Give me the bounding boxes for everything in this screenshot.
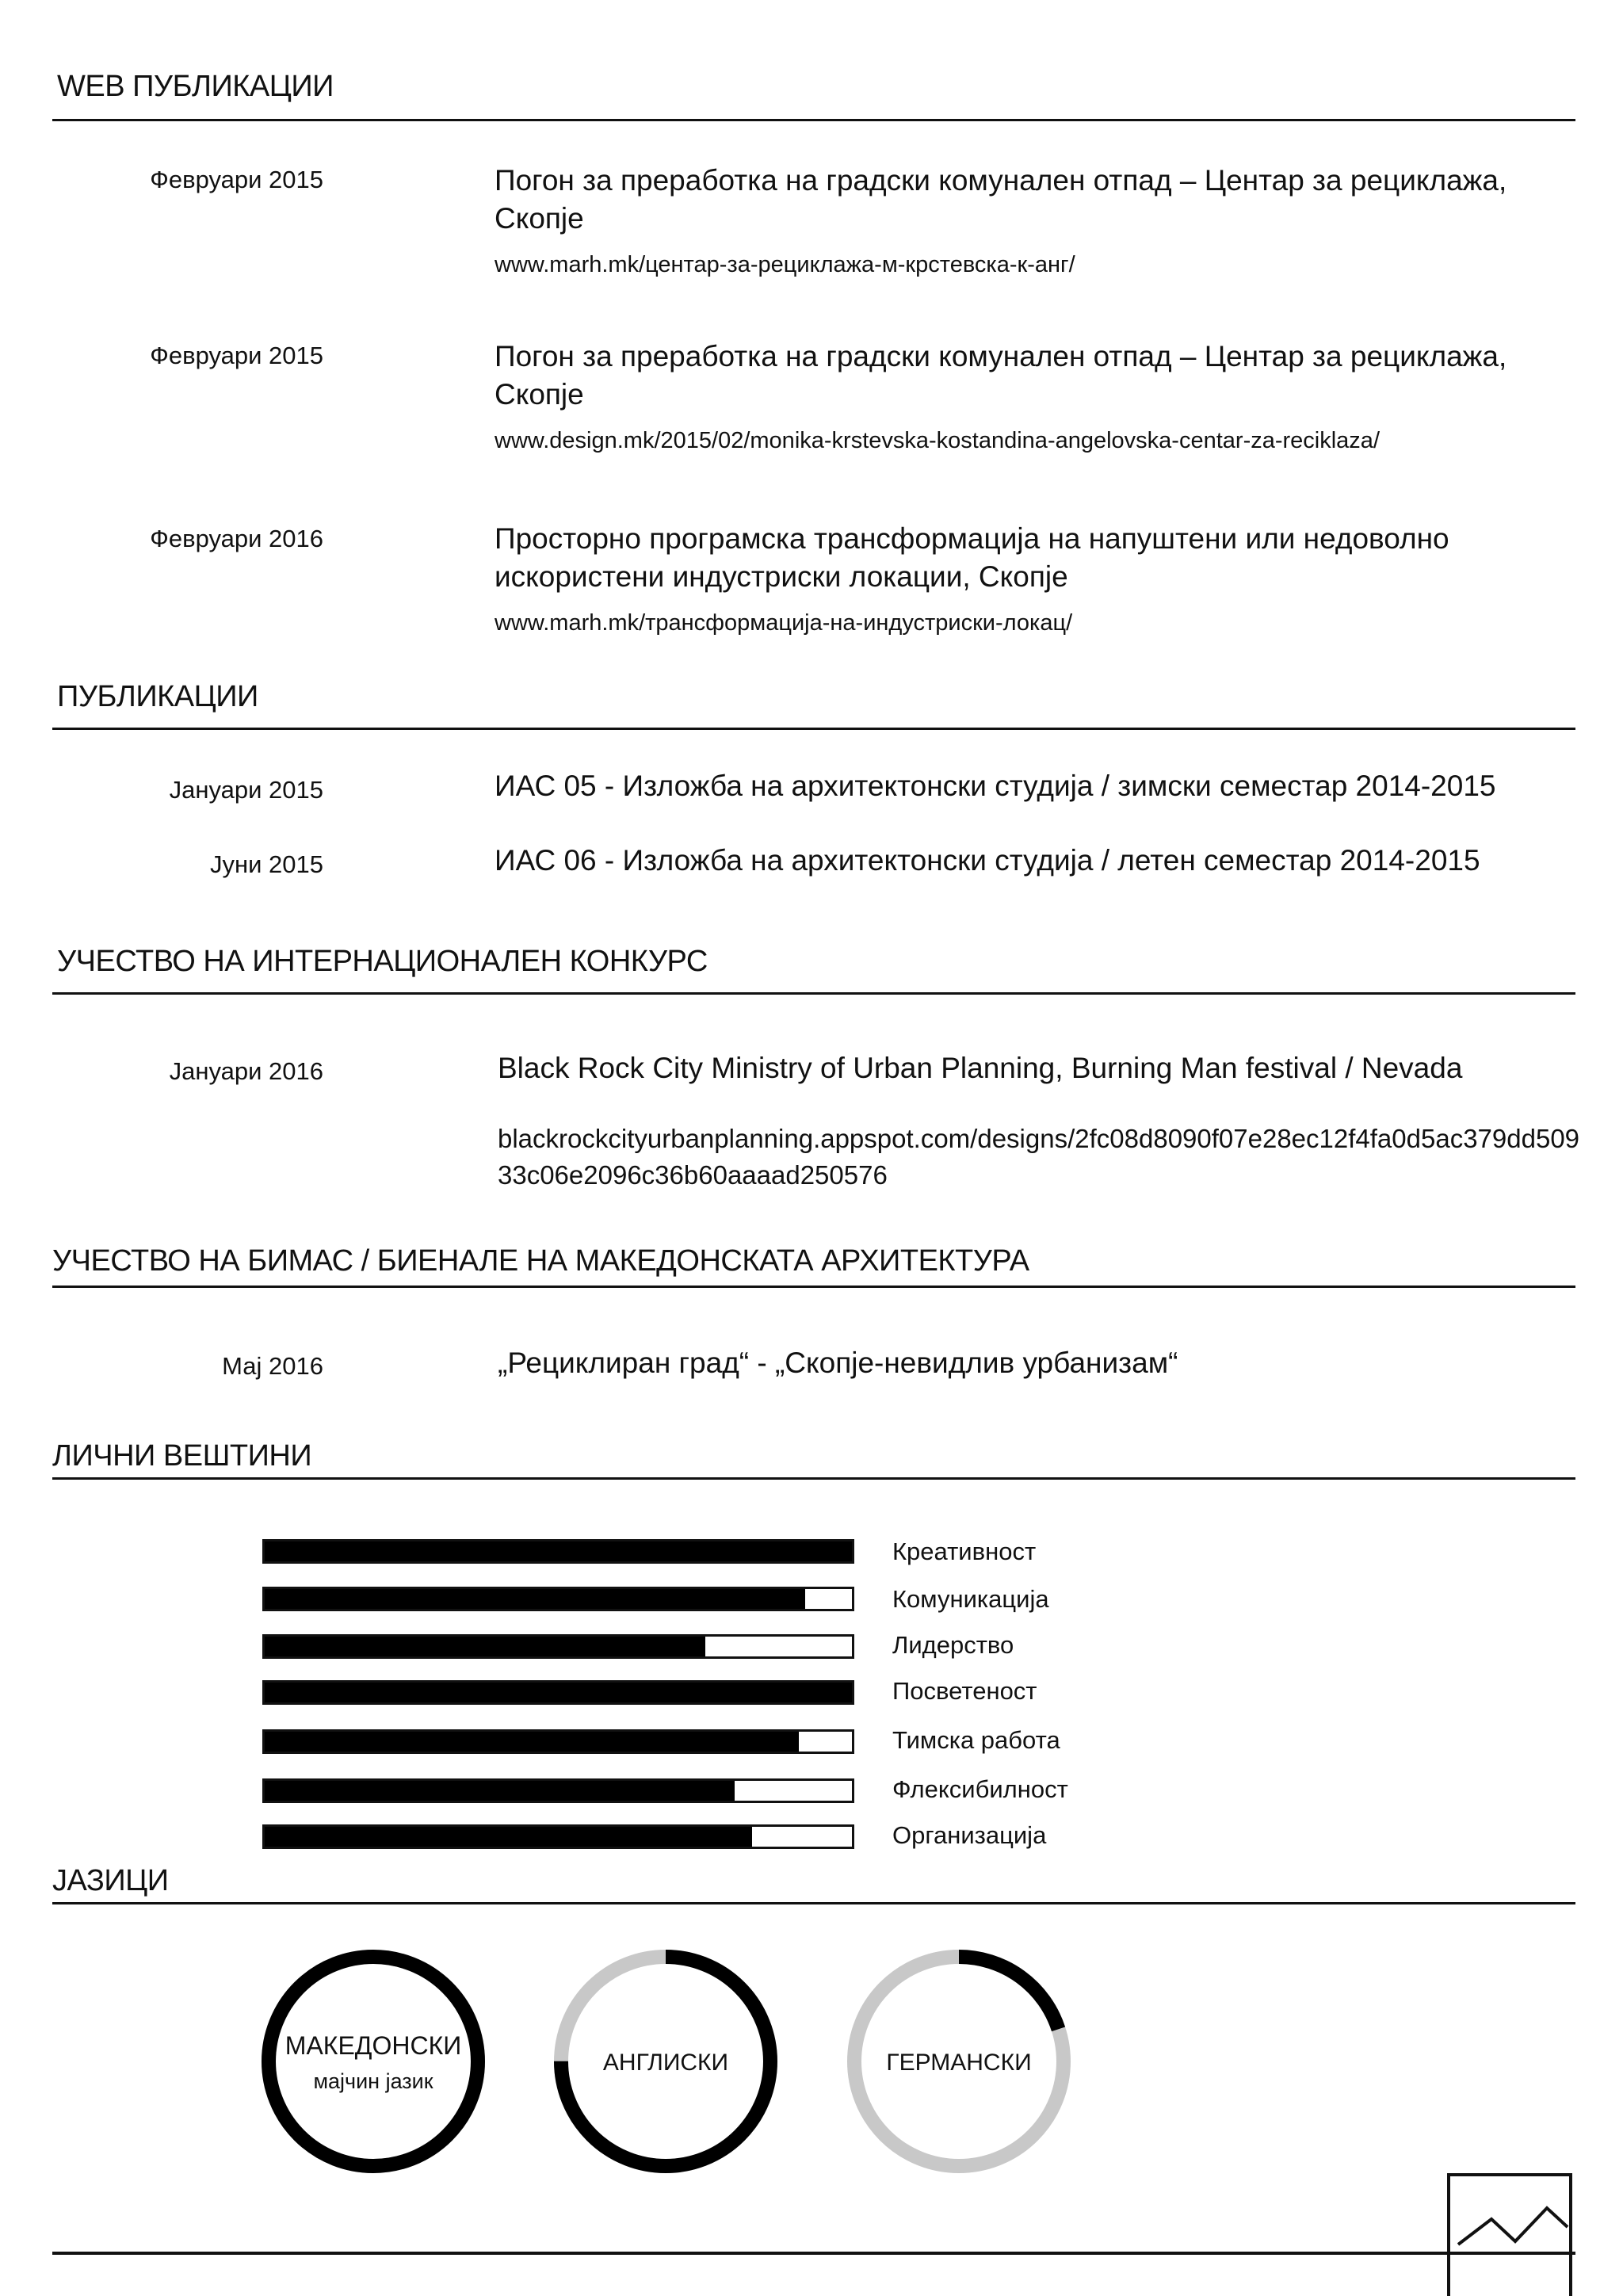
skill-label: Флексибилност: [892, 1775, 1068, 1803]
language-ring: [854, 1957, 1064, 2166]
section-title-web-publications: WEB ПУБЛИКАЦИИ: [57, 70, 334, 103]
language-name: ГЕРМАНСКИ: [886, 2050, 1032, 2076]
entry-date: Февруари 2015: [150, 166, 323, 193]
language-name: МАКЕДОНСКИ: [285, 2031, 462, 2060]
entry-title: ИАС 06 - Изложба на архитектонски студија / летен семестар 2014-2015: [495, 844, 1480, 877]
language-ring: [561, 1957, 770, 2166]
entry-link[interactable]: blackrockcityurbanplanning.appspot.com/designs/2fc08d8090f07e28ec12f4fa0d5ac379dd50933c06e2096c36b60aaaad250576: [498, 1124, 1580, 1190]
skill-label: Организација: [892, 1821, 1047, 1849]
bottom-divider: [52, 2252, 1575, 2255]
entry-title: Black Rock City Ministry of Urban Planning, Burning Man festival / Nevada: [498, 1052, 1463, 1084]
entry-title: Погон за преработка на градски комунален отпад – Центар за рециклажа, Скопје: [495, 164, 1507, 235]
entry-link[interactable]: www.marh.mk/трансформација-на-индустриски-локац/: [495, 610, 1073, 636]
house-m-logo-icon: [1449, 2175, 1571, 2296]
logo-m-shape: [1458, 2208, 1568, 2244]
language-ring-fill: [269, 1957, 478, 2166]
entry-date: Јануари 2016: [169, 1057, 323, 1085]
section-title-international-competition: УЧЕСТВО НА ИНТЕРНАЦИОНАЛЕН КОНКУРС: [57, 945, 708, 978]
entry-date: Февруари 2015: [150, 342, 323, 369]
skill-label: Тимска работа: [892, 1726, 1060, 1754]
skill-label: Креативност: [892, 1538, 1037, 1565]
language-note: мајчин јазик: [313, 2069, 433, 2093]
entry-title: „Рециклиран град“ - „Скопје-невидлив урбанизам“: [498, 1347, 1178, 1379]
entry-date: Мај 2016: [222, 1352, 323, 1380]
entry-date: Јануари 2015: [169, 776, 323, 804]
section-title-languages: ЈАЗИЦИ: [52, 1864, 169, 1897]
entry-link[interactable]: www.marh.mk/центар-за-рециклажа-м-крстевска-к-анг/: [495, 252, 1075, 277]
entry-link[interactable]: www.design.mk/2015/02/monika-krstevska-kostandina-angelovska-centar-za-reciklaza/: [495, 428, 1380, 453]
entry-date: Февруари 2016: [150, 525, 323, 552]
section-title-bimas: УЧЕСТВО НА БИМАС / БИЕНАЛЕ НА МАКЕДОНСКАТА АРХИТЕКТУРА: [52, 1244, 1029, 1278]
entry-date: Јуни 2015: [209, 850, 323, 878]
entry-title: Погон за преработка на градски комунален отпад – Центар за рециклажа, Скопје: [495, 340, 1507, 411]
section-title-personal-skills: ЛИЧНИ ВЕШТИНИ: [52, 1439, 312, 1473]
language-ring: [269, 1957, 478, 2166]
skill-label: Комуникација: [892, 1585, 1049, 1613]
section-title-publications: ПУБЛИКАЦИИ: [57, 680, 258, 713]
entry-title: ИАС 05 - Изложба на архитектонски студија / зимски семестар 2014-2015: [495, 770, 1496, 802]
entry-title: Просторно програмска трансформација на напуштени или недоволно искористени индустриски локации, Скопје: [495, 522, 1449, 593]
language-name: АНГЛИСКИ: [602, 2050, 729, 2076]
skill-label: Посветеност: [892, 1677, 1037, 1705]
skill-label: Лидерство: [892, 1631, 1014, 1659]
